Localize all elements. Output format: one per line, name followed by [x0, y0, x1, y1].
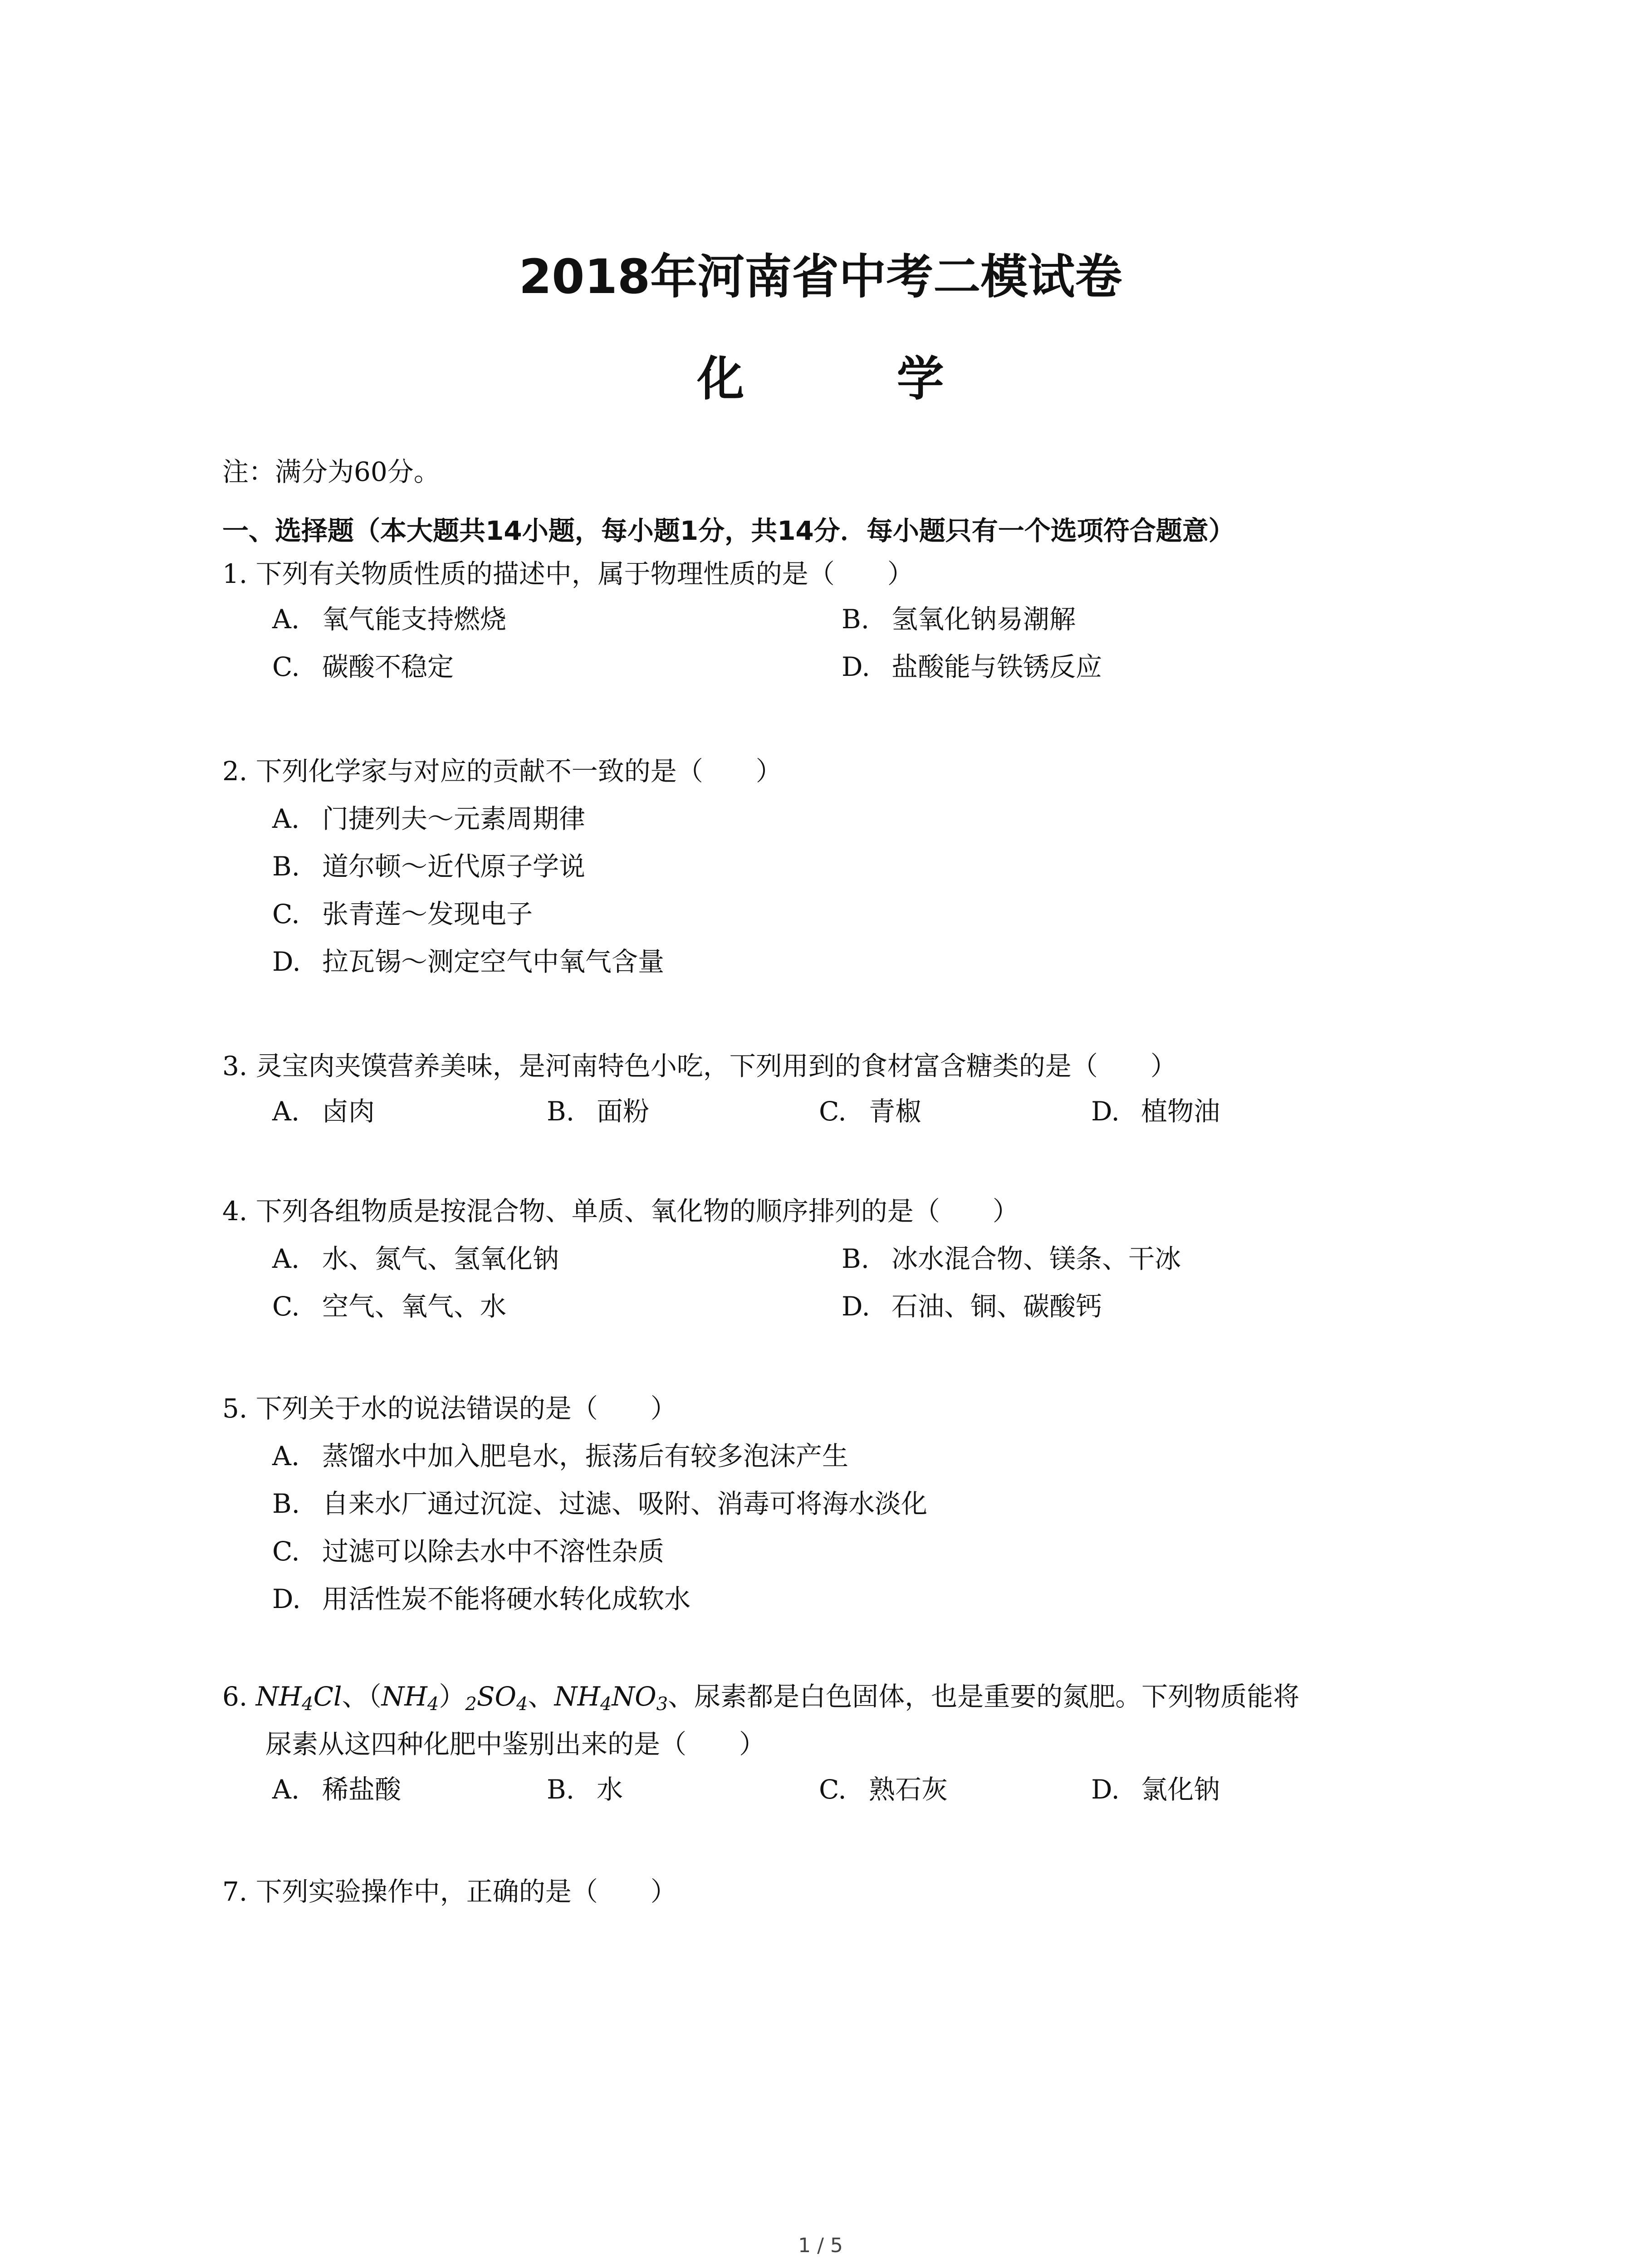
formula-ammonium-sulfate: $NH_4$ [381, 1681, 439, 1715]
question-3-option-d [1091, 1093, 1220, 1129]
question-4-option-d [842, 1288, 1102, 1325]
question-4-stem: 4. 下列各组物质是按混合物、单质、氧化物的顺序排列的是（ ） [222, 1196, 1019, 1227]
option-label: B. [842, 1243, 870, 1274]
option-label: B. [272, 851, 300, 882]
question-3-option-c [819, 1093, 921, 1129]
option-text: 冰水混合物、镁条、干冰 [892, 1243, 1181, 1274]
question-1-option-d [842, 649, 1102, 685]
option-label: D. [842, 651, 870, 682]
option-text: 石油、铜、碳酸钙 [892, 1291, 1102, 1322]
option-label: C. [272, 1536, 300, 1567]
score-note: 注：满分为60分。 [222, 456, 440, 487]
question-2-option-b [272, 848, 585, 885]
option-text: 稀盐酸 [322, 1774, 402, 1805]
option-text: 空气、氧气、水 [322, 1291, 507, 1322]
option-label: D. [842, 1291, 870, 1322]
question-6-stem [222, 1678, 1299, 1722]
option-text: 卤肉 [322, 1096, 375, 1127]
option-text: 张青莲～发现电子 [322, 899, 533, 929]
option-label: D. [272, 1584, 301, 1614]
question-6-option-d [1091, 1771, 1220, 1808]
option-text: 自来水厂通过沉淀、过滤、吸附、消毒可将海水淡化 [322, 1488, 928, 1519]
formula-ammonium-nitrate: $NH_4NO_3$ [554, 1681, 668, 1715]
option-label: A. [272, 1243, 300, 1274]
page-title: 2018年河南省中考二模试卷 [519, 249, 1122, 304]
option-text: 门捷列夫～元素周期律 [322, 803, 586, 834]
option-label: A. [272, 1774, 300, 1805]
formula-ammonium-sulfate-tail: $_2SO_4$ [465, 1681, 528, 1715]
option-text: 水 [597, 1774, 623, 1805]
section-heading: 一、选择题（本大题共14小题，每小题1分，共14分．每小题只有一个选项符合题意） [222, 515, 1235, 546]
formula-separator: 、 [528, 1681, 554, 1712]
option-label: D. [1091, 1096, 1120, 1127]
question-2-option-c [272, 896, 533, 932]
question-6-option-c [819, 1771, 948, 1808]
question-5-option-d [272, 1581, 691, 1617]
option-label: D. [272, 946, 301, 977]
question-6-option-a [272, 1771, 401, 1808]
page-number: 1 / 5 [798, 2234, 843, 2257]
formula-ammonium-chloride: $NH_4Cl$ [255, 1681, 342, 1715]
question-2-option-a [272, 801, 585, 837]
option-label: B. [547, 1096, 575, 1127]
option-text: 水、氮气、氢氧化钠 [322, 1243, 559, 1274]
option-text: 碳酸不稳定 [322, 651, 454, 682]
question-6-stem-line2: 尿素从这四种化肥中鉴别出来的是（ ） [265, 1729, 766, 1760]
question-1-option-b [842, 601, 1076, 637]
option-label: C. [819, 1096, 847, 1127]
option-text: 氢氧化钠易潮解 [892, 604, 1076, 635]
question-1-option-c [272, 649, 454, 685]
option-text: 氧气能支持燃烧 [322, 604, 507, 635]
question-7-stem: 7. 下列实验操作中，正确的是（ ） [222, 1876, 677, 1907]
question-1-stem: 1. 下列有关物质性质的描述中，属于物理性质的是（ ） [222, 558, 914, 589]
option-text: 氯化钠 [1141, 1774, 1220, 1805]
option-label: B. [272, 1488, 300, 1519]
option-text: 蒸馏水中加入肥皂水，振荡后有较多泡沫产生 [322, 1441, 849, 1471]
option-label: D. [1091, 1774, 1120, 1805]
option-label: C. [272, 1291, 300, 1322]
formula-separator: 、（ [342, 1681, 382, 1712]
option-label: A. [272, 803, 300, 834]
option-text: 植物油 [1141, 1096, 1220, 1127]
formula-paren: ） [439, 1681, 465, 1712]
option-text: 青椒 [869, 1096, 922, 1127]
option-label: C. [819, 1774, 847, 1805]
question-4-option-b [842, 1241, 1181, 1277]
question-5-option-b [272, 1486, 927, 1522]
option-text: 道尔顿～近代原子学说 [322, 851, 586, 882]
option-text: 熟石灰 [869, 1774, 948, 1805]
option-label: B. [842, 604, 870, 635]
question-2-option-d [272, 943, 664, 980]
question-5-option-a [272, 1438, 848, 1474]
option-label: C. [272, 899, 300, 929]
option-label: A. [272, 604, 300, 635]
option-label: B. [547, 1774, 575, 1805]
option-text: 拉瓦锡～测定空气中氧气含量 [322, 946, 665, 977]
question-3-stem: 3. 灵宝肉夹馍营养美味，是河南特色小吃，下列用到的食材富含糖类的是（ ） [222, 1051, 1177, 1081]
option-label: A. [272, 1441, 300, 1471]
option-text: 盐酸能与铁锈反应 [892, 651, 1102, 682]
question-5-stem: 5. 下列关于水的说法错误的是（ ） [222, 1393, 677, 1424]
question-3-option-a [272, 1093, 375, 1129]
question-6-stem-tail: 、尿素都是白色固体，也是重要的氮肥。下列物质能将 [668, 1681, 1300, 1712]
option-label: C. [272, 651, 300, 682]
question-4-option-c [272, 1288, 506, 1325]
page-subtitle: 化 学 [697, 351, 1012, 406]
option-text: 用活性炭不能将硬水转化成软水 [322, 1584, 691, 1614]
question-1-option-a [272, 601, 506, 637]
question-2-stem: 2. 下列化学家与对应的贡献不一致的是（ ） [222, 756, 782, 787]
question-5-option-c [272, 1533, 664, 1569]
option-text: 过滤可以除去水中不溶性杂质 [322, 1536, 665, 1567]
question-3-option-b [547, 1093, 649, 1129]
question-6-number: 6. [222, 1681, 256, 1712]
option-label: A. [272, 1096, 300, 1127]
question-4-option-a [272, 1241, 559, 1277]
option-text: 面粉 [597, 1096, 650, 1127]
question-6-option-b [547, 1771, 623, 1808]
